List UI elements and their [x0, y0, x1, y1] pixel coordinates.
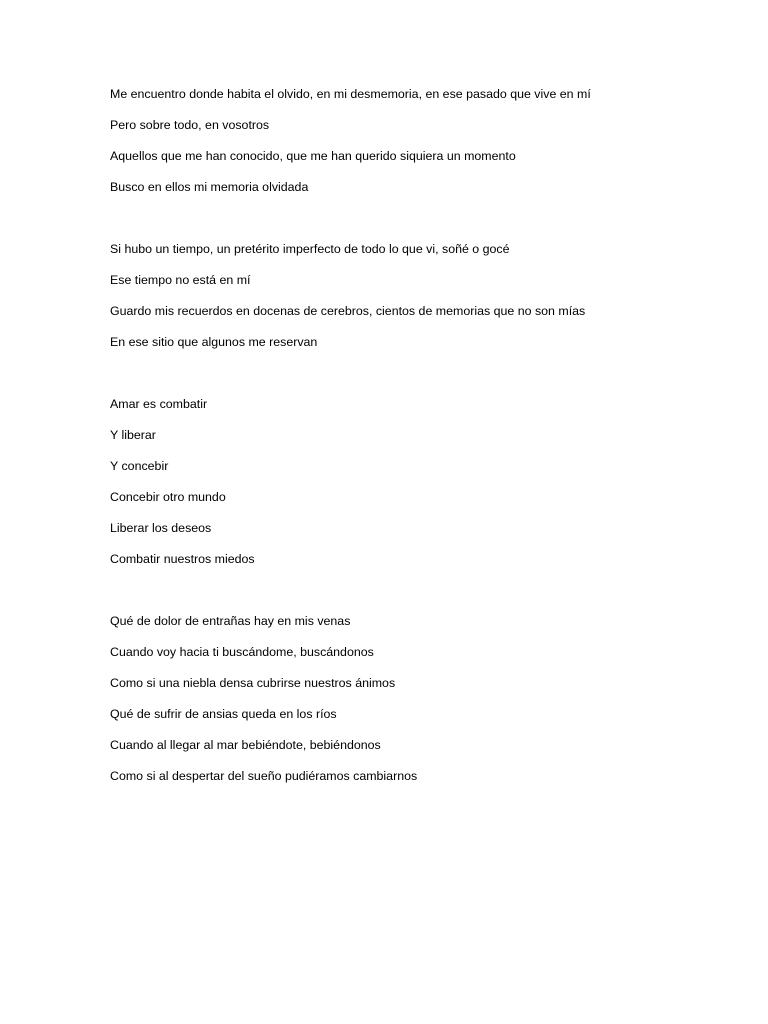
poem-line: Guardo mis recuerdos en docenas de cerebros, cientos de memorias que no son mías — [110, 304, 586, 318]
stanza-4 — [110, 611, 710, 797]
poem-line: Y liberar — [110, 428, 156, 442]
poem-line: En ese sitio que algunos me reservan — [110, 335, 318, 349]
poem-line: Concebir otro mundo — [110, 490, 226, 504]
stanza-1 — [110, 84, 710, 208]
poem-line: Me encuentro donde habita el olvido, en mi desmemoria, en ese pasado que vive en mí — [110, 87, 591, 101]
poem-line: Qué de sufrir de ansias queda en los ríos — [110, 707, 337, 721]
poem-line: Como si al despertar del sueño pudiéramos cambiarnos — [110, 769, 418, 783]
poem-line: Y concebir — [110, 459, 169, 473]
poem-line: Combatir nuestros miedos — [110, 552, 255, 566]
poem-text — [110, 84, 710, 828]
stanza-2 — [110, 239, 710, 363]
poem-line: Pero sobre todo, en vosotros — [110, 118, 270, 132]
poem-line: Aquellos que me han conocido, que me han querido siquiera un momento — [110, 149, 516, 163]
poem-line: Cuando voy hacia ti buscándome, buscándonos — [110, 645, 374, 659]
poem-line: Ese tiempo no está en mí — [110, 273, 251, 287]
poem-line: Como si una niebla densa cubrirse nuestros ánimos — [110, 676, 396, 690]
poem-line: Qué de dolor de entrañas hay en mis venas — [110, 614, 351, 628]
poem-line: Si hubo un tiempo, un pretérito imperfecto de todo lo que vi, soñé o gocé — [110, 242, 510, 256]
stanza-3 — [110, 394, 710, 580]
poem-line: Busco en ellos mi memoria olvidada — [110, 180, 309, 194]
poem-line: Cuando al llegar al mar bebiéndote, bebiéndonos — [110, 738, 381, 752]
poem-line: Amar es combatir — [110, 397, 208, 411]
poem-line: Liberar los deseos — [110, 521, 212, 535]
